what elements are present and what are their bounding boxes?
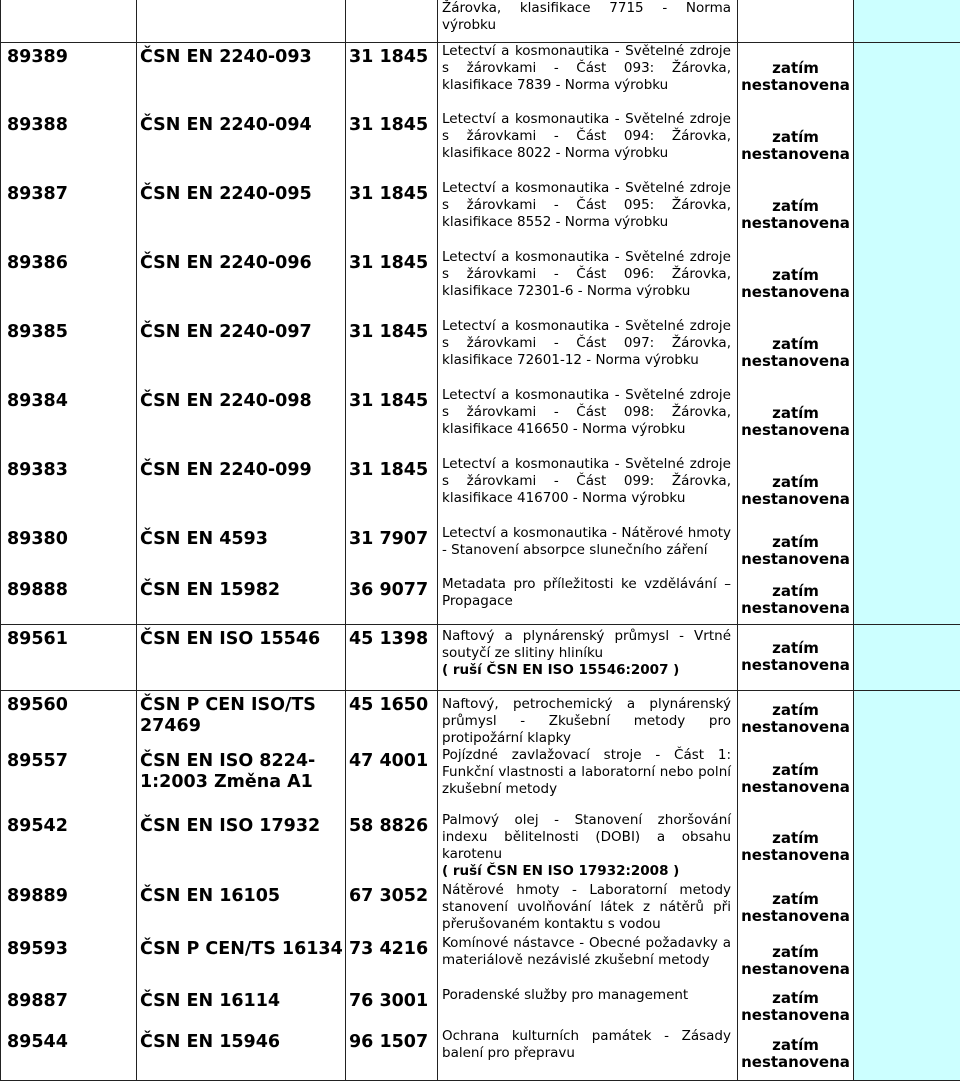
table-row	[1, 624, 960, 690]
description-cell	[438, 812, 738, 882]
description-cell: Letectví a kosmonautika - Světelné zdroje s žárovkami - Část 098: Žárovka, klasifikace 416650 - Norma výrobku	[438, 387, 738, 456]
status-cell	[738, 42, 854, 111]
class-code: 31 1845	[346, 111, 438, 180]
status-cell	[738, 576, 854, 624]
description-text: Palmový olej - Stanovení zhoršování indexu bělitelnosti (DOBI) a obsahu karotenu	[442, 811, 731, 862]
table-row	[1, 576, 960, 624]
status-line: zatím	[772, 942, 819, 961]
description-cell: Poradenské služby pro management	[438, 987, 738, 1028]
status-line: zatím	[772, 828, 819, 847]
class-code: 58 8826	[346, 812, 438, 882]
record-number: 89388	[1, 111, 137, 180]
standard-code: ČSN EN 15982	[137, 576, 346, 624]
class-code: 31 1845	[346, 318, 438, 387]
description-cell: Naftový, petrochemický a plynárenský průmysl - Zkušební metody pro protipožární klapky	[438, 690, 738, 747]
record-number: 89384	[1, 387, 137, 456]
status-line: nestanovena	[741, 778, 850, 796]
standard-code: ČSN EN ISO 17932	[137, 812, 346, 882]
table-row	[1, 525, 960, 576]
standard-code: ČSN EN ISO 8224-1:2003 Změna A1	[137, 747, 346, 812]
class-code: 96 1507	[346, 1028, 438, 1081]
class-code: 73 4216	[346, 935, 438, 987]
description-cell: Pojízdné zavlažovací stroje - Část 1: Funkční vlastnosti a laboratorní nebo polní zkušební metody	[438, 747, 738, 812]
table-row	[1, 812, 960, 882]
status-line: nestanovena	[741, 1006, 850, 1024]
standard-code: ČSN EN 2240-099	[137, 456, 346, 525]
record-number: 89387	[1, 180, 137, 249]
class-code: 31 1845	[346, 42, 438, 111]
status-line: zatím	[772, 700, 819, 719]
description-cell: Letectví a kosmonautika - Světelné zdroje s žárovkami - Část 096: Žárovka, klasifikace 72301-6 - Norma výrobku	[438, 249, 738, 318]
description-text: Naftový a plynárenský průmysl - Vrtné soutyčí ze slitiny hliníku	[442, 627, 731, 661]
record-number: 89380	[1, 525, 137, 576]
status-line: zatím	[772, 127, 819, 146]
table-row	[1, 987, 960, 1028]
status-line: zatím	[772, 532, 819, 551]
status-line: nestanovena	[741, 656, 850, 674]
record-number: 89383	[1, 456, 137, 525]
description-cell: Letectví a kosmonautika - Světelné zdroje s žárovkami - Část 095: Žárovka, klasifikace 8552 - Norma výrobku	[438, 180, 738, 249]
status-line: nestanovena	[741, 845, 850, 864]
record-number: 89593	[1, 935, 137, 987]
table-row	[1, 318, 960, 387]
description-cell: Letectví a kosmonautika - Světelné zdroje s žárovkami - Část 099: Žárovka, klasifikace 416700 - Norma výrobku	[438, 456, 738, 525]
status-line: zatím	[772, 1035, 819, 1054]
status-cell	[738, 624, 854, 690]
class-code: 45 1650	[346, 690, 438, 747]
status-line: zatím	[772, 989, 819, 1007]
status-line: zatím	[772, 403, 819, 422]
status-line: zatím	[772, 890, 819, 908]
status-line: nestanovena	[741, 489, 850, 508]
status-cell	[738, 387, 854, 456]
record-number: 89386	[1, 249, 137, 318]
class-code: 45 1398	[346, 624, 438, 690]
standard-code: ČSN EN ISO 15546	[137, 624, 346, 690]
table-row	[1, 249, 960, 318]
record-number: 89385	[1, 318, 137, 387]
status-line: nestanovena	[741, 717, 850, 736]
standard-code: ČSN P CEN/TS 16134	[137, 935, 346, 987]
status-line: nestanovena	[741, 420, 850, 439]
standard-code: ČSN EN 2240-097	[137, 318, 346, 387]
status-cell	[738, 456, 854, 525]
status-line: zatím	[772, 639, 819, 657]
class-code: 31 1845	[346, 249, 438, 318]
description-cell	[438, 624, 738, 690]
description-cell: Ochrana kulturních památek - Zásady balení pro přepravu	[438, 1028, 738, 1081]
status-line: nestanovena	[741, 213, 850, 232]
description-cell: Letectví a kosmonautika - Světelné zdroje s žárovkami - Část 094: Žárovka, klasifikace 8022 - Norma výrobku	[438, 111, 738, 180]
standard-code: ČSN EN 2240-096	[137, 249, 346, 318]
status-cell	[738, 747, 854, 812]
status-line: zatím	[772, 472, 819, 491]
class-code: 31 1845	[346, 456, 438, 525]
table-row	[1, 882, 960, 935]
table-row	[1, 935, 960, 987]
supersedes-note: ( ruší ČSN EN ISO 15546:2007 )	[442, 661, 680, 678]
description-cell: Žárovka, klasifikace 7715 - Norma výrobku	[438, 0, 738, 42]
status-cell	[738, 690, 854, 747]
status-cell	[738, 882, 854, 935]
status-line: nestanovena	[741, 549, 850, 568]
table-row	[1, 180, 960, 249]
standard-code: ČSN EN 2240-098	[137, 387, 346, 456]
table-row	[1, 0, 960, 42]
status-cell	[738, 525, 854, 576]
status-line: zatím	[772, 334, 819, 353]
table-row	[1, 387, 960, 456]
record-number: 89389	[1, 42, 137, 111]
record-number: 89560	[1, 690, 137, 747]
status-line: nestanovena	[741, 907, 850, 925]
status-line: nestanovena	[741, 75, 850, 94]
description-text: Metadata pro příležitosti ke vzdělávání – Propagace	[442, 576, 731, 609]
supersedes-note: ( ruší ČSN EN ISO 17932:2008 )	[442, 862, 680, 879]
class-code: 31 7907	[346, 525, 438, 576]
status-line: zatím	[772, 581, 819, 600]
table-row	[1, 1028, 960, 1081]
table-row	[1, 690, 960, 747]
table-row	[1, 456, 960, 525]
table-row	[1, 111, 960, 180]
status-line: zatím	[772, 58, 819, 77]
description-cell	[438, 576, 738, 624]
description-cell: Komínové nástavce - Obecné požadavky a materiálově nezávislé zkušební metody	[438, 935, 738, 987]
standard-code: ČSN EN 16105	[137, 882, 346, 935]
standard-code: ČSN EN 4593	[137, 525, 346, 576]
record-number: 89888	[1, 576, 137, 624]
status-cell	[738, 935, 854, 987]
status-cell	[738, 249, 854, 318]
record-number: 89542	[1, 812, 137, 882]
class-code: 47 4001	[346, 747, 438, 812]
status-cell	[738, 1028, 854, 1081]
status-line: nestanovena	[741, 598, 850, 617]
standard-code: ČSN EN 16114	[137, 987, 346, 1028]
standard-code: ČSN P CEN ISO/TS 27469	[137, 690, 346, 747]
class-code: 31 1845	[346, 180, 438, 249]
class-code: 67 3052	[346, 882, 438, 935]
record-number: 89557	[1, 747, 137, 812]
status-cell	[738, 987, 854, 1028]
class-code: 76 3001	[346, 987, 438, 1028]
status-line: zatím	[772, 761, 819, 779]
status-line: nestanovena	[741, 351, 850, 370]
record-number: 89889	[1, 882, 137, 935]
description-cell: Letectví a kosmonautika - Světelné zdroje s žárovkami - Část 097: Žárovka, klasifikace 72601-12 - Norma výrobku	[438, 318, 738, 387]
description-cell: Letectví a kosmonautika - Světelné zdroje s žárovkami - Část 093: Žárovka, klasifikace 7839 - Norma výrobku	[438, 42, 738, 111]
status-line: nestanovena	[741, 959, 850, 978]
status-line: nestanovena	[741, 282, 850, 301]
standard-code: ČSN EN 2240-093	[137, 42, 346, 111]
standard-code: ČSN EN 15946	[137, 1028, 346, 1081]
record-number: 89561	[1, 624, 137, 690]
standard-code: ČSN EN 2240-095	[137, 180, 346, 249]
status-line: nestanovena	[741, 144, 850, 163]
description-cell: Nátěrové hmoty - Laboratorní metody stanovení uvolňování látek z nátěrů při přerušovaném kontaktu s vodou	[438, 882, 738, 935]
table-row	[1, 747, 960, 812]
status-cell	[738, 111, 854, 180]
standard-code: ČSN EN 2240-094	[137, 111, 346, 180]
class-code: 36 9077	[346, 576, 438, 624]
record-number: 89887	[1, 987, 137, 1028]
status-cell	[738, 180, 854, 249]
record-number: 89544	[1, 1028, 137, 1081]
status-cell	[738, 812, 854, 882]
table-row	[1, 42, 960, 111]
status-cell	[738, 318, 854, 387]
description-cell: Letectví a kosmonautika - Nátěrové hmoty - Stanovení absorpce slunečního záření	[438, 525, 738, 576]
status-line: nestanovena	[741, 1052, 850, 1071]
class-code: 31 1845	[346, 387, 438, 456]
status-line: zatím	[772, 196, 819, 215]
status-line: zatím	[772, 265, 819, 284]
